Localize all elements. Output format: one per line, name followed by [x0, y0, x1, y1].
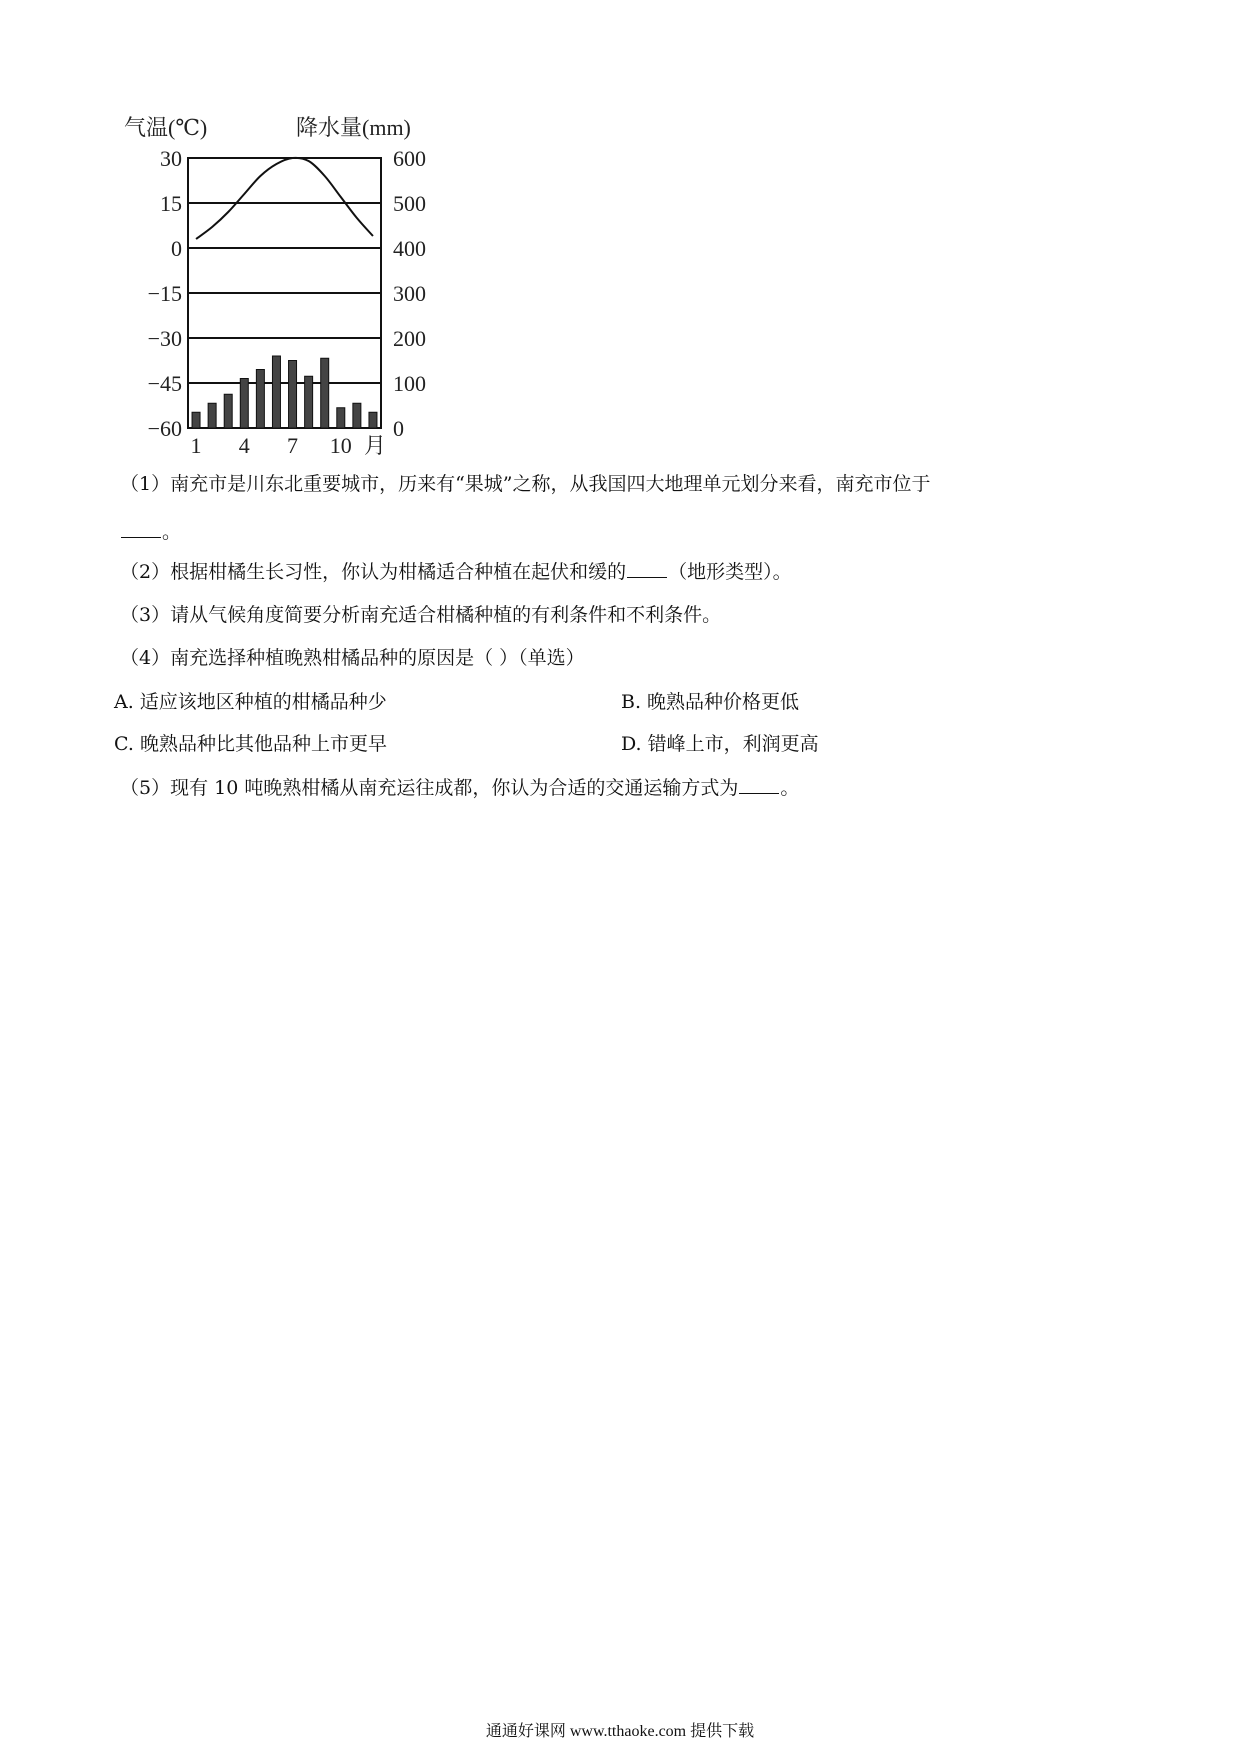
question-4 [120, 644, 585, 672]
question-2-tail: （地形类型）。 [668, 561, 792, 583]
question-5-tail: 。 [780, 777, 800, 799]
answer-blank-2[interactable] [627, 559, 667, 578]
option-a[interactable]: A. 适应该地区种植的柑橘品种少 [114, 691, 387, 713]
answer-blank-5[interactable] [739, 775, 779, 794]
question-1-answer-line [120, 518, 181, 546]
answer-blank-1[interactable] [121, 519, 161, 538]
left-axis-ticks [148, 146, 182, 441]
right-tick-label: 100 [393, 371, 426, 396]
precipitation-bars [192, 356, 377, 428]
question-3 [120, 601, 721, 629]
right-axis-ticks [393, 146, 426, 441]
question-5-text: （5）现有 10 吨晚熟柑橘从南充运往成都，你认为合适的交通运输方式为 [120, 777, 739, 799]
x-tick-label: 7 [287, 433, 299, 458]
left-tick-label: −15 [147, 281, 182, 306]
question-2 [120, 558, 792, 586]
left-tick-label: −60 [147, 416, 182, 441]
option-d[interactable]: D. 错峰上市，利润更高 [621, 733, 819, 755]
precipitation-bar [305, 376, 313, 428]
precipitation-bar [224, 394, 232, 428]
option-b[interactable]: B. 晚熟品种价格更低 [621, 691, 800, 713]
left-axis-label: 气温(℃) [124, 115, 208, 140]
question-1-text: （1）南充市是川东北重要城市，历来有“果城”之称，从我国四大地理单元划分来看，南充市位于 [120, 473, 931, 495]
right-axis-label: 降水量(mm) [296, 115, 411, 140]
left-tick-label: −30 [147, 326, 182, 351]
left-tick-label: −45 [147, 371, 182, 396]
precipitation-bar [353, 403, 361, 428]
climate-chart [120, 115, 500, 515]
footer-watermark: 通通好课网 www.tthaoke.com 提供下载 [485, 1723, 755, 1740]
temperature-line [196, 158, 373, 239]
question-1-tail: 。 [162, 521, 182, 543]
x-tick-label: 1 [190, 433, 202, 458]
precipitation-bar [192, 412, 200, 428]
left-tick-label: 30 [160, 146, 182, 171]
question-3-text: （3）请从气候角度简要分析南充适合柑橘种植的有利条件和不利条件。 [120, 604, 722, 626]
right-tick-label: 0 [393, 416, 404, 441]
precipitation-bar [321, 358, 329, 428]
x-tick-label: 4 [238, 433, 250, 458]
gridlines [188, 203, 381, 383]
right-tick-label: 500 [393, 191, 426, 216]
precipitation-bar [369, 412, 377, 428]
precipitation-bar [240, 379, 248, 429]
x-tick-label: 10 [329, 433, 352, 458]
left-tick-label: 15 [160, 191, 182, 216]
question-2-text: （2）根据柑橘生长习性，你认为柑橘适合种植在起伏和缓的 [120, 561, 627, 583]
question-4-text: （4）南充选择种植晚熟柑橘品种的原因是（ ）（单选） [120, 647, 585, 669]
option-c[interactable]: C. 晚熟品种比其他品种上市更早 [114, 733, 387, 755]
right-tick-label: 300 [393, 281, 426, 306]
right-tick-label: 200 [393, 326, 426, 351]
left-tick-label: 0 [171, 236, 182, 261]
precipitation-bar [272, 356, 280, 428]
precipitation-bar [208, 403, 216, 428]
precipitation-bar [256, 370, 264, 429]
right-tick-label: 600 [393, 146, 426, 171]
question-5 [120, 774, 799, 802]
precipitation-bar [289, 361, 297, 429]
right-tick-label: 400 [393, 236, 426, 261]
x-axis-unit: 月 [363, 433, 386, 458]
x-axis-ticks [191, 433, 386, 458]
question-1 [120, 470, 931, 498]
precipitation-bar [337, 408, 345, 428]
